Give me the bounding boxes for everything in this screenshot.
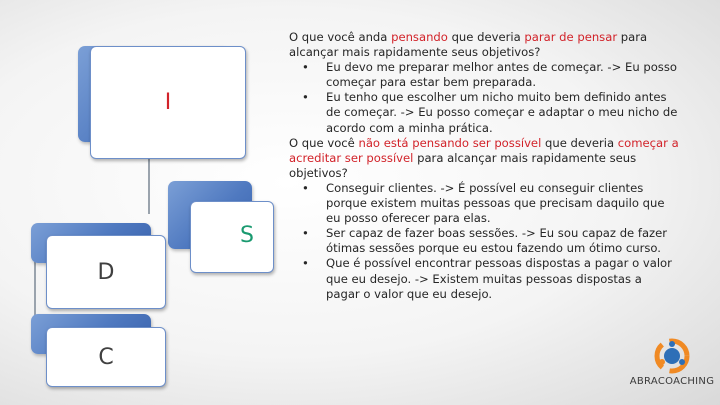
bullet-icon: • (302, 90, 309, 105)
question-1-text: que deveria (447, 30, 525, 44)
question-1-highlight: pensando (391, 30, 448, 44)
question-2-text: que deveria (541, 135, 618, 150)
text-content (289, 30, 679, 302)
card-d-label: D (97, 259, 115, 285)
question-1-highlight: parar de pensar (524, 30, 618, 44)
question-2 (289, 136, 679, 181)
question-2-highlight: começar a acreditar ser possível (289, 135, 679, 165)
abracoaching-logo (626, 336, 718, 396)
list-item-text: Ser capaz de fazer boas sessões. -> Eu sou capaz de fazer ótimas sessões porque eu estou fazendo um ótimo curso. (326, 226, 668, 256)
card-c-label: C (98, 344, 114, 370)
question-2-answers (289, 181, 679, 302)
card-i (90, 46, 246, 159)
list-item-text: Eu devo me preparar melhor antes de começar. -> Eu posso começar para estar bem preparada. (326, 60, 677, 90)
bullet-icon: • (302, 180, 309, 195)
list-item (289, 90, 679, 135)
logo-icon (626, 336, 718, 376)
card-s-label: S (240, 222, 254, 248)
question-2-text: para alcançar mais rapidamente seus objetivos? (289, 150, 637, 180)
list-item-text: Eu tenho que escolher um nicho muito bem definido antes de começar. -> Eu posso começar e adaptar o meu nicho de acordo com a minha prática. (326, 90, 678, 135)
list-item (289, 256, 679, 301)
bullet-icon: • (302, 60, 309, 75)
question-1-text: para alcançar mais rapidamente seus objetivos? (289, 30, 648, 60)
logo-text: ABRACOACHING (629, 376, 715, 387)
question-2-highlight: não está pensando ser possível (358, 135, 542, 150)
question-1-answers (289, 60, 679, 135)
list-item (289, 60, 679, 90)
bullet-icon: • (302, 226, 309, 241)
list-item-text: Conseguir clientes. -> É possível eu conseguir clientes porque existem muitas pessoas que precisam daquilo que eu posso oferecer para elas. (326, 180, 665, 226)
question-1 (289, 30, 679, 60)
card-d (46, 235, 166, 309)
card-c (46, 327, 166, 387)
card-s (190, 201, 274, 273)
card-i-label: I (164, 90, 172, 115)
list-item-text: Que é possível encontrar pessoas dispostas a pagar o valor que eu desejo. -> Existem muitas pessoas dispostas a pagar o valor que eu desejo. (326, 256, 672, 301)
question-1-text: O que você anda (289, 30, 392, 44)
bullet-icon: • (302, 256, 309, 271)
question-2-text: O que você (289, 135, 359, 150)
list-item (289, 226, 679, 256)
list-item (289, 181, 679, 226)
